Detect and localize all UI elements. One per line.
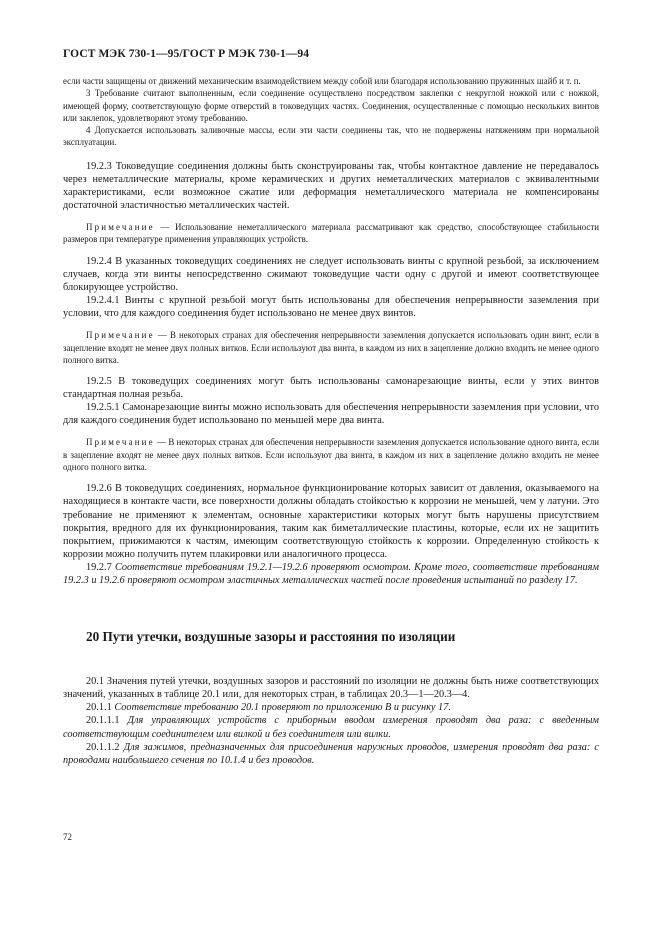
document-page	[63, 48, 599, 767]
clause-19-2-4: 19.2.4 В указанных токоведущих соединениях не следует использовать винты с крупной резьбой, за исключением случаев, когда эти винты непосредственно сжимают токоведущие части одну с другой и имеют соответствующее блокирующее устройство.	[63, 255, 599, 293]
clause-19-2-6: 19.2.6 В токоведущих соединениях, нормальное функционирование которых зависит от давления, оказываемого на находящиеся в контакте части, все поверхности должны обладать стойкостью к коррозии не меньшей, чем у латуни. Это требование не применяют к элементам, основные характеристики которых могут быть нарушены присутствием покрытия, вредного для их функционирования, таким как биметаллические пластины, которые, если их не защитить покрытием, прижимаются к частям, имеющим соответствующую стойкость к коррозии. Определенную стойкость к коррозии можно получить путем плакировки или аналогичного процесса.	[63, 483, 599, 560]
note-text: В некоторых странах для обеспечения непрерывности заземления допускается использовать один винт, если в зацепление входят не менее двух полных витков. Если используют два винта, в каждом из них в зацепление должно входить не менее одного полного витка.	[63, 330, 599, 365]
running-header: ГОСТ МЭК 730-1—95/ГОСТ Р МЭК 730-1—94	[63, 48, 310, 60]
note-label: Примечание	[86, 437, 155, 448]
clause-20-1-1-2	[63, 741, 599, 767]
note-text: В некоторых странах для обеспечения непрерывности заземления допускается использование одного винта, если в зацепление входят не менее двух полных витков. Если используют два винта, в каждом из них в зацепление должно входить не менее одного полного витка.	[63, 437, 599, 473]
note-4: 4 Допускается использовать заливочные массы, если эти части соединены так, что не подвержены натяжениям при нормальной эксплуатации.	[63, 125, 599, 148]
note-label: Примечание	[86, 330, 155, 341]
clause-number: 20.1.1.2	[86, 741, 120, 753]
note-after-19-2-3	[63, 221, 599, 246]
clause-20-1-1-1	[63, 714, 599, 740]
note-dash: —	[154, 330, 170, 341]
note-after-19-2-5-1	[63, 436, 599, 473]
page-number: 72	[63, 832, 72, 842]
clause-text: Соответствие требованиям 19.2.1—19.2.6 проверяют осмотром. Кроме того, соответствие требованиям 19.2.3 и 19.2.6 проверяют осмотром эластичных металлических частей после проведения испытаний по разделу 17.	[63, 561, 599, 587]
clause-number: 20.1.1	[86, 702, 112, 714]
clause-20-1: 20.1 Значения путей утечки, воздушных зазоров и расстояний по изоляции не должны быть ниже соответствующих значений, указанных в таблице 20.1 или, для некоторых стран, в таблицах 20.3—1—20.3—4.	[63, 676, 599, 701]
clause-19-2-7	[63, 561, 599, 587]
clause-number: 20.1.1.1	[86, 715, 120, 727]
note-continuation: если части защищены от движений механическим взаимодействием между собой или благодаря использованию пружинных шайб и т. п.	[63, 76, 581, 86]
note-dash: —	[154, 437, 169, 448]
clause-20-1-1	[63, 701, 599, 714]
clause-19-2-3: 19.2.3 Токоведущие соединения должны быть сконструированы так, чтобы контактное давление не передавалось через неметаллические материалы, кроме керамических и других неметаллических материалов с эквивалентными характеристиками, если возможное сжатие или деформация неметаллического материала не компенсированы достаточной эластичностью металлических частей.	[63, 160, 599, 212]
note-dash: —	[154, 222, 175, 233]
clause-number: 19.2.7	[86, 561, 112, 573]
section-20-heading: 20 Пути утечки, воздушные зазоры и расстояния по изоляции	[86, 629, 456, 645]
note-3: 3 Требование считают выполненным, если соединение осуществлено посредством заклепки с некруглой ножкой или с ножкой, имеющей форму, соответствующую форме отверстий в токоведущих частях. Соединения, осуществленные с помощью нескольких винтов или заклепок, удовлетворяют этому требованию.	[63, 88, 599, 123]
clause-text: Для зажимов, предназначенных для присоединения наружных проводов, измерения проводят два раза: с проводами наибольшего сечения по 10.1.4 и без проводов.	[63, 741, 599, 766]
clause-19-2-5: 19.2.5 В токоведущих соединениях могут быть использованы самонарезающие винты, если у этих винтов стандартная полная резьба.	[63, 376, 599, 401]
clause-19-2-5-1: 19.2.5.1 Самонарезающие винты можно использовать для обеспечения непрерывности заземления при условии, что для каждого соединения будет использовано по меньшей мере два винта.	[63, 402, 599, 427]
clause-19-2-4-1: 19.2.4.1 Винты с крупной резьбой могут быть использованы для обеспечения непрерывности заземления при условии, что для каждого соединения будет использовано не менее двух винтов.	[63, 295, 599, 320]
note-label: Примечание	[86, 222, 155, 233]
clause-text: Соответствие требованию 20.1 проверяют по приложению В и рисунку 17.	[114, 702, 451, 714]
clause-text: Для управляющих устройств с приборным вводом измерения проводят два раза: с введенным соответствующим соединителем или вилкой и без соединителя или вилки.	[63, 715, 599, 740]
note-text: Использование неметаллического материала рассматривают как средство, способствующее стабильности размеров при температуре применения управляющих устройств.	[63, 222, 599, 245]
note-after-19-2-4-1	[63, 329, 599, 366]
